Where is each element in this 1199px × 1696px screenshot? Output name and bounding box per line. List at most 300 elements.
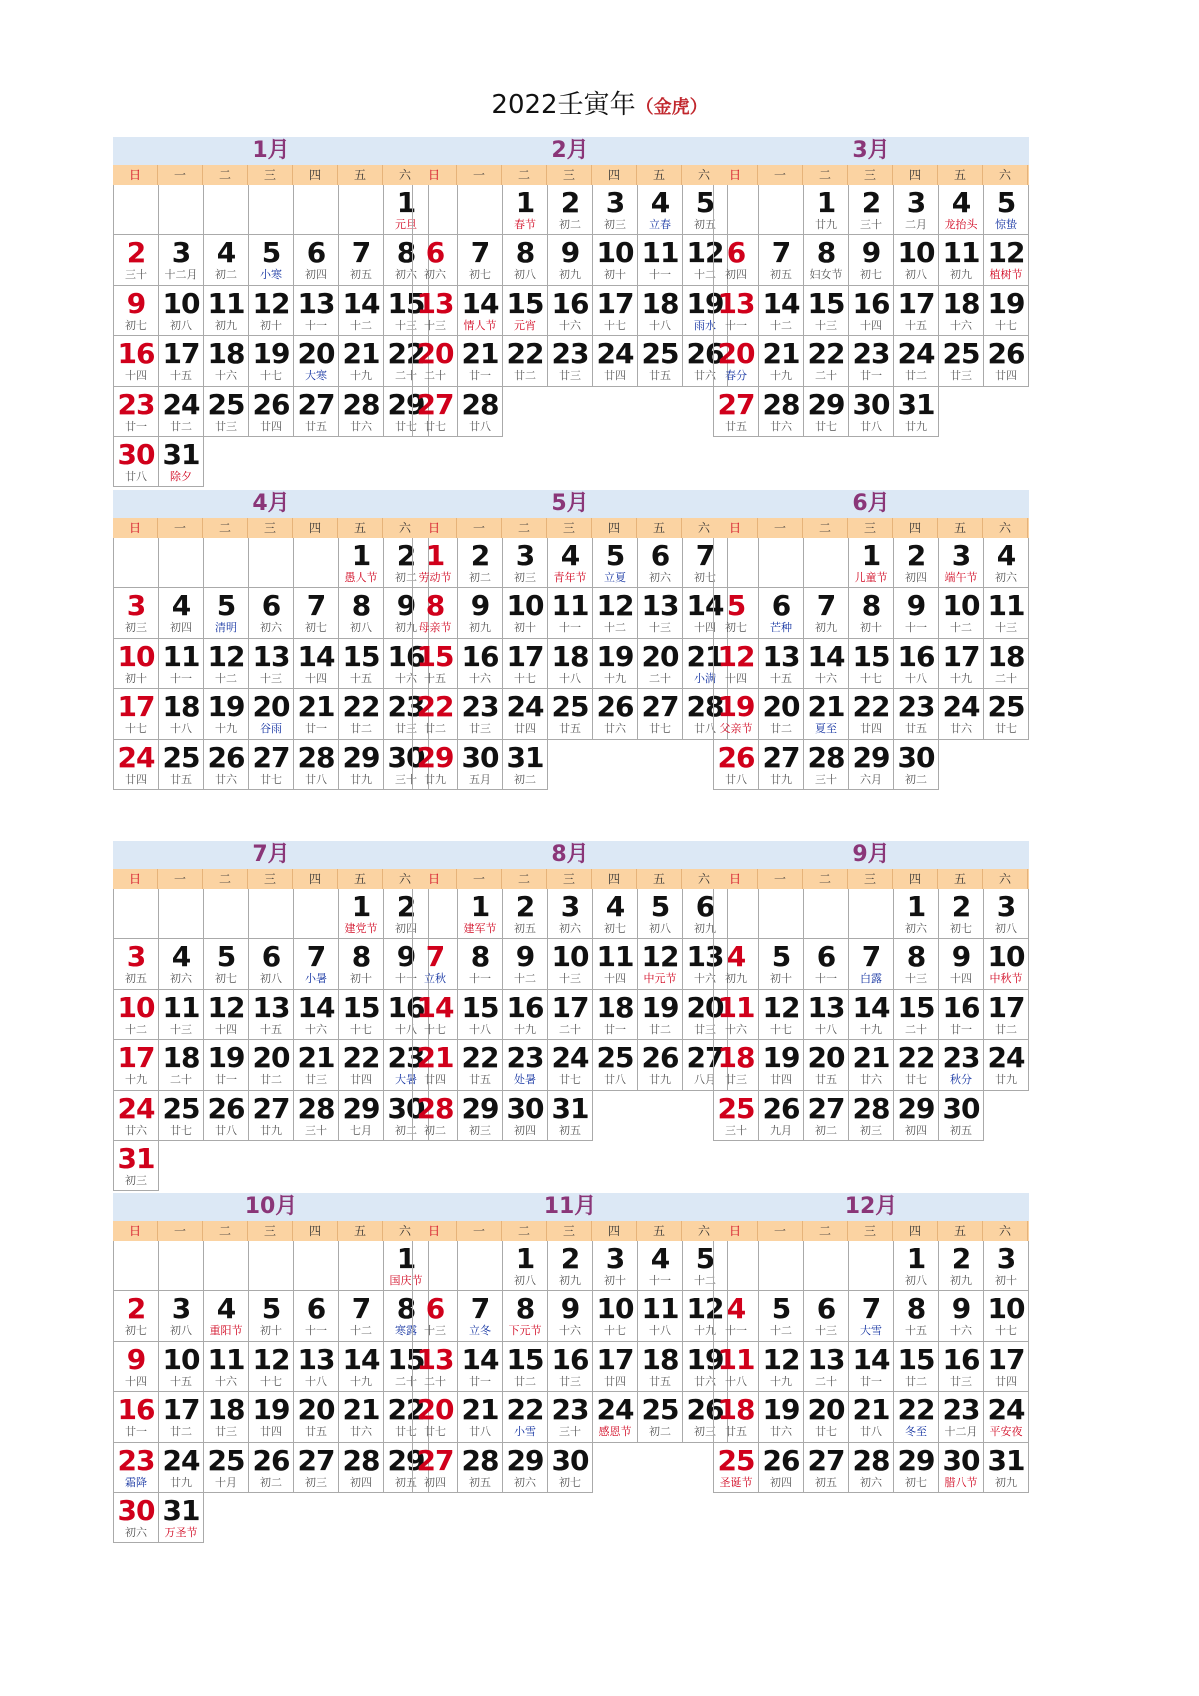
day-number: 14 xyxy=(297,990,335,1024)
lunar-label: 初七 xyxy=(694,571,716,584)
lunar-label: 廿六 xyxy=(694,1374,716,1388)
day-cell xyxy=(758,689,804,739)
day-number: 15 xyxy=(807,286,845,320)
day-cell xyxy=(158,387,204,437)
day-number: 23 xyxy=(551,1393,589,1427)
day-number: 25 xyxy=(641,337,679,371)
day-cell xyxy=(803,235,849,285)
calendar-title xyxy=(0,84,1199,121)
lunar-label: 十三 xyxy=(424,1324,446,1338)
day-cell xyxy=(457,588,503,638)
month-block xyxy=(713,137,1029,437)
day-cell xyxy=(938,1091,984,1141)
lunar-label: 初八 xyxy=(995,922,1017,935)
lunar-label: 十二 xyxy=(694,268,716,282)
lunar-label: 十二 xyxy=(125,1022,147,1036)
day-number: 18 xyxy=(207,337,245,371)
day-cell xyxy=(848,336,894,386)
day-cell xyxy=(248,588,294,638)
lunar-label: 平安夜 xyxy=(989,1425,1023,1439)
lunar-label: 十八 xyxy=(395,1022,417,1036)
day-cell xyxy=(412,939,458,989)
day-number: 19 xyxy=(207,1041,245,1075)
weekday-label: 四 xyxy=(293,165,338,185)
day-cell xyxy=(637,1040,683,1090)
day-number: 12 xyxy=(207,639,245,673)
day-number: 12 xyxy=(686,1292,724,1326)
lunar-label: 三十 xyxy=(125,268,147,282)
weekday-header xyxy=(412,869,728,889)
lunar-label: 十六 xyxy=(305,1022,327,1036)
weekday-label: 五 xyxy=(938,518,983,538)
lunar-label: 廿九 xyxy=(770,772,792,786)
lunar-label: 十四 xyxy=(860,318,882,332)
day-cell xyxy=(338,639,384,689)
weekday-label: 四 xyxy=(293,869,338,889)
lunar-label: 十九 xyxy=(860,1022,882,1036)
day-number: 16 xyxy=(461,639,499,673)
day-number: 17 xyxy=(987,1342,1025,1376)
day-number: 19 xyxy=(641,990,679,1024)
lunar-label: 雨水 xyxy=(694,318,716,332)
day-number: 28 xyxy=(852,1091,890,1125)
weekday-label: 六 xyxy=(983,518,1028,538)
lunar-label: 十六 xyxy=(395,671,417,685)
day-cell xyxy=(547,689,593,739)
lunar-label: 五月 xyxy=(469,772,491,786)
weekday-label: 三 xyxy=(248,518,293,538)
lunar-label: 十七 xyxy=(260,369,282,383)
day-number: 23 xyxy=(551,337,589,371)
day-number: 11 xyxy=(717,990,755,1024)
lunar-label: 二十 xyxy=(649,671,671,685)
lunar-label: 廿五 xyxy=(305,419,327,433)
lunar-label: 十九 xyxy=(950,671,972,685)
lunar-label: 初七 xyxy=(305,621,327,635)
empty-cell xyxy=(412,1241,458,1291)
day-cell xyxy=(457,740,503,790)
day-number: 4 xyxy=(171,589,191,623)
day-number: 12 xyxy=(686,236,724,270)
weekday-label: 五 xyxy=(938,869,983,889)
day-number: 25 xyxy=(987,690,1025,724)
day-cell xyxy=(893,939,939,989)
weekday-label: 五 xyxy=(338,869,383,889)
lunar-label: 初四 xyxy=(905,1123,927,1137)
lunar-label: 十三 xyxy=(260,671,282,685)
day-number: 28 xyxy=(686,690,724,724)
day-cell xyxy=(457,1091,503,1141)
lunar-label: 十九 xyxy=(770,369,792,383)
lunar-label: 初六 xyxy=(905,922,927,935)
day-number: 11 xyxy=(717,1342,755,1376)
lunar-label: 初八 xyxy=(514,1274,536,1287)
day-cell xyxy=(293,588,339,638)
lunar-label: 十三 xyxy=(424,318,446,332)
day-cell xyxy=(983,1040,1029,1090)
day-number: 2 xyxy=(560,1242,580,1275)
day-number: 14 xyxy=(461,286,499,320)
empty-cell xyxy=(803,538,849,588)
weekday-header xyxy=(113,1221,429,1241)
day-number: 29 xyxy=(416,740,454,774)
weekday-label: 一 xyxy=(758,518,803,538)
day-number: 30 xyxy=(506,1091,544,1125)
day-number: 19 xyxy=(686,1342,724,1376)
lunar-label: 廿九 xyxy=(424,772,446,786)
day-number: 30 xyxy=(897,740,935,774)
day-number: 22 xyxy=(461,1041,499,1075)
lunar-label: 愚人节 xyxy=(344,571,378,584)
lunar-label: 廿八 xyxy=(469,419,491,433)
day-cell xyxy=(293,1443,339,1493)
lunar-label: 十九 xyxy=(350,369,372,383)
empty-cell xyxy=(203,538,249,588)
lunar-label: 廿六 xyxy=(950,722,972,736)
day-cell xyxy=(758,1091,804,1141)
day-cell xyxy=(412,1443,458,1493)
day-number: 13 xyxy=(297,1342,335,1376)
weekday-label: 日 xyxy=(412,1221,457,1241)
day-number: 9 xyxy=(560,236,580,270)
day-cell xyxy=(637,286,683,336)
day-number: 11 xyxy=(551,589,589,623)
day-cell xyxy=(893,1291,939,1341)
day-cell xyxy=(158,990,204,1040)
day-cell xyxy=(203,1392,249,1442)
lunar-label: 廿三 xyxy=(950,1374,972,1388)
day-cell xyxy=(338,990,384,1040)
day-cell xyxy=(803,1342,849,1392)
day-number: 16 xyxy=(117,337,155,371)
day-number: 9 xyxy=(396,589,416,623)
day-cell xyxy=(938,235,984,285)
month-block xyxy=(113,137,429,487)
day-cell xyxy=(637,889,683,939)
lunar-label: 十三 xyxy=(905,972,927,986)
day-number: 19 xyxy=(596,639,634,673)
month-title: 11月 xyxy=(412,1193,728,1221)
day-cell xyxy=(547,1392,593,1442)
day-number: 29 xyxy=(342,1091,380,1125)
month-block xyxy=(113,1193,429,1543)
empty-cell xyxy=(203,889,249,939)
day-cell xyxy=(803,588,849,638)
weekday-label: 六 xyxy=(383,165,428,185)
day-number: 28 xyxy=(297,1091,335,1125)
day-cell xyxy=(592,639,638,689)
day-number: 3 xyxy=(126,589,146,623)
day-number: 16 xyxy=(551,1342,589,1376)
lunar-label: 初六 xyxy=(125,1525,147,1539)
day-cell xyxy=(203,689,249,739)
lunar-label: 廿八 xyxy=(860,1425,882,1439)
day-cell xyxy=(592,588,638,638)
lunar-label: 十三 xyxy=(170,1022,192,1036)
day-cell xyxy=(338,740,384,790)
lunar-label: 初四 xyxy=(905,571,927,584)
lunar-label: 小满 xyxy=(694,671,716,685)
day-cell xyxy=(457,1392,503,1442)
day-cell xyxy=(637,1342,683,1392)
lunar-label: 十八 xyxy=(649,318,671,332)
day-number: 24 xyxy=(117,1091,155,1125)
day-number: 11 xyxy=(207,286,245,320)
day-cell xyxy=(938,185,984,235)
day-cell xyxy=(547,588,593,638)
weekday-label: 六 xyxy=(682,165,727,185)
day-cell xyxy=(248,235,294,285)
empty-cell xyxy=(848,1241,894,1291)
day-cell xyxy=(203,286,249,336)
lunar-label: 初二 xyxy=(215,268,237,282)
empty-cell xyxy=(848,889,894,939)
lunar-label: 十四 xyxy=(604,972,626,986)
day-number: 27 xyxy=(252,740,290,774)
empty-cell xyxy=(713,185,759,235)
day-cell xyxy=(848,588,894,638)
lunar-label: 廿八 xyxy=(125,469,147,483)
lunar-label: 廿五 xyxy=(170,772,192,786)
day-cell xyxy=(502,1091,548,1141)
lunar-label: 廿三 xyxy=(950,369,972,383)
lunar-label: 廿二 xyxy=(170,1425,192,1439)
day-cell xyxy=(293,387,339,437)
day-number: 20 xyxy=(297,337,335,371)
day-number: 6 xyxy=(695,890,715,923)
day-cell xyxy=(592,889,638,939)
day-cell xyxy=(637,538,683,588)
day-number: 8 xyxy=(351,940,371,974)
day-number: 10 xyxy=(162,1342,200,1376)
weekday-label: 五 xyxy=(938,165,983,185)
day-number: 1 xyxy=(470,890,490,923)
day-cell xyxy=(338,235,384,285)
day-number: 9 xyxy=(560,1292,580,1326)
weekday-label: 六 xyxy=(983,165,1028,185)
day-number: 1 xyxy=(906,890,926,923)
lunar-label: 廿三 xyxy=(215,1425,237,1439)
day-number: 14 xyxy=(461,1342,499,1376)
day-cell xyxy=(893,689,939,739)
day-cell xyxy=(502,1392,548,1442)
day-number: 1 xyxy=(906,1242,926,1275)
day-number: 21 xyxy=(297,1041,335,1075)
day-cell xyxy=(457,1443,503,1493)
day-cell xyxy=(547,1342,593,1392)
day-number: 24 xyxy=(551,1041,589,1075)
day-number: 25 xyxy=(596,1041,634,1075)
day-number: 13 xyxy=(297,286,335,320)
day-cell xyxy=(338,689,384,739)
lunar-label: 十一 xyxy=(170,671,192,685)
lunar-label: 十七 xyxy=(860,671,882,685)
day-number: 24 xyxy=(987,1393,1025,1427)
lunar-label: 除夕 xyxy=(170,469,192,483)
month-block xyxy=(412,137,728,437)
day-cell xyxy=(203,588,249,638)
day-number: 2 xyxy=(515,890,535,923)
day-number: 20 xyxy=(762,690,800,724)
day-number: 4 xyxy=(216,236,236,270)
lunar-label: 初九 xyxy=(559,1274,581,1287)
day-cell xyxy=(803,336,849,386)
day-number: 11 xyxy=(596,940,634,974)
lunar-label: 廿九 xyxy=(905,419,927,433)
lunar-label: 廿七 xyxy=(395,419,417,433)
month-title: 9月 xyxy=(713,841,1029,869)
day-number: 19 xyxy=(762,1393,800,1427)
day-cell xyxy=(758,588,804,638)
lunar-label: 初十 xyxy=(514,621,536,635)
day-number: 29 xyxy=(342,740,380,774)
day-cell xyxy=(113,740,159,790)
day-cell xyxy=(502,1291,548,1341)
lunar-label: 初七 xyxy=(604,922,626,935)
day-number: 30 xyxy=(852,387,890,421)
day-cell xyxy=(637,185,683,235)
weekday-label: 五 xyxy=(637,518,682,538)
weekday-label: 二 xyxy=(803,869,848,889)
year-title: 2022壬寅年 xyxy=(491,90,636,120)
zodiac-subtitle: （金虎） xyxy=(635,97,708,118)
lunar-label: 廿七 xyxy=(815,1425,837,1439)
lunar-label: 十一 xyxy=(725,1324,747,1338)
day-cell xyxy=(848,387,894,437)
day-number: 18 xyxy=(641,286,679,320)
day-cell xyxy=(338,1342,384,1392)
day-cell xyxy=(203,990,249,1040)
day-number: 23 xyxy=(387,1041,425,1075)
month-block xyxy=(713,490,1029,790)
month-block xyxy=(113,490,429,790)
day-cell xyxy=(758,235,804,285)
day-number: 19 xyxy=(207,690,245,724)
lunar-label: 端午节 xyxy=(944,571,978,584)
lunar-label: 廿五 xyxy=(649,369,671,383)
weekday-label: 一 xyxy=(158,518,203,538)
day-number: 17 xyxy=(162,1393,200,1427)
day-number: 19 xyxy=(717,690,755,724)
weekday-label: 二 xyxy=(203,165,248,185)
lunar-label: 立夏 xyxy=(604,571,626,584)
lunar-label: 初六 xyxy=(559,922,581,935)
day-number: 21 xyxy=(852,1041,890,1075)
day-cell xyxy=(893,1392,939,1442)
day-number: 26 xyxy=(762,1091,800,1125)
day-number: 16 xyxy=(852,286,890,320)
day-number: 11 xyxy=(987,589,1025,623)
day-number: 12 xyxy=(596,589,634,623)
day-number: 4 xyxy=(650,1242,670,1275)
day-number: 25 xyxy=(162,1091,200,1125)
day-cell xyxy=(547,538,593,588)
day-number: 17 xyxy=(117,1041,155,1075)
lunar-label: 二十 xyxy=(424,369,446,383)
day-number: 25 xyxy=(717,1091,755,1125)
day-number: 4 xyxy=(951,186,971,219)
lunar-label: 初六 xyxy=(260,621,282,635)
day-number: 24 xyxy=(596,1393,634,1427)
day-cell xyxy=(893,185,939,235)
lunar-label: 感恩节 xyxy=(598,1425,632,1439)
day-number: 5 xyxy=(771,940,791,974)
day-cell xyxy=(457,538,503,588)
day-cell xyxy=(113,1443,159,1493)
lunar-label: 十八 xyxy=(469,1022,491,1036)
day-cell xyxy=(713,1392,759,1442)
day-cell xyxy=(758,990,804,1040)
day-cell xyxy=(983,889,1029,939)
day-number: 5 xyxy=(261,1292,281,1326)
lunar-label: 十六 xyxy=(725,1022,747,1036)
day-number: 22 xyxy=(342,1041,380,1075)
lunar-label: 廿八 xyxy=(305,772,327,786)
day-cell xyxy=(547,1291,593,1341)
day-number: 30 xyxy=(942,1091,980,1125)
empty-cell xyxy=(713,538,759,588)
lunar-label: 十一 xyxy=(559,621,581,635)
lunar-label: 六月 xyxy=(860,772,882,786)
lunar-label: 廿五 xyxy=(469,1073,491,1087)
lunar-label: 小寒 xyxy=(260,268,282,282)
day-number: 5 xyxy=(216,940,236,974)
lunar-label: 秋分 xyxy=(950,1073,972,1087)
lunar-label: 十三 xyxy=(559,972,581,986)
day-grid xyxy=(412,538,728,790)
lunar-label: 十六 xyxy=(815,671,837,685)
lunar-label: 十七 xyxy=(125,722,147,736)
day-number: 4 xyxy=(996,539,1016,572)
lunar-label: 国庆节 xyxy=(389,1274,423,1287)
day-number: 25 xyxy=(641,1393,679,1427)
weekday-label: 六 xyxy=(682,869,727,889)
lunar-label: 初六 xyxy=(170,972,192,986)
day-number: 18 xyxy=(162,1041,200,1075)
day-number: 25 xyxy=(207,387,245,421)
day-cell xyxy=(457,336,503,386)
lunar-label: 十一 xyxy=(649,268,671,282)
lunar-label: 十七 xyxy=(995,1324,1017,1338)
day-cell xyxy=(848,286,894,336)
day-number: 31 xyxy=(987,1443,1025,1477)
day-cell xyxy=(547,990,593,1040)
day-number: 15 xyxy=(342,990,380,1024)
lunar-label: 廿二 xyxy=(170,419,192,433)
day-number: 24 xyxy=(162,387,200,421)
empty-cell xyxy=(457,1241,503,1291)
day-cell xyxy=(803,185,849,235)
day-number: 17 xyxy=(942,639,980,673)
day-number: 4 xyxy=(650,186,670,219)
day-grid xyxy=(113,1241,429,1543)
lunar-label: 劳动节 xyxy=(418,571,452,584)
lunar-label: 初五 xyxy=(950,1123,972,1137)
weekday-label: 四 xyxy=(592,165,637,185)
lunar-label: 建军节 xyxy=(463,922,497,935)
lunar-label: 廿六 xyxy=(770,1425,792,1439)
day-cell xyxy=(248,990,294,1040)
day-number: 17 xyxy=(117,690,155,724)
lunar-label: 初十 xyxy=(995,1274,1017,1287)
day-number: 18 xyxy=(551,639,589,673)
day-number: 3 xyxy=(996,890,1016,923)
day-cell xyxy=(893,1040,939,1090)
day-number: 21 xyxy=(686,639,724,673)
lunar-label: 十二月 xyxy=(944,1425,978,1439)
day-number: 23 xyxy=(117,387,155,421)
day-cell xyxy=(203,1291,249,1341)
